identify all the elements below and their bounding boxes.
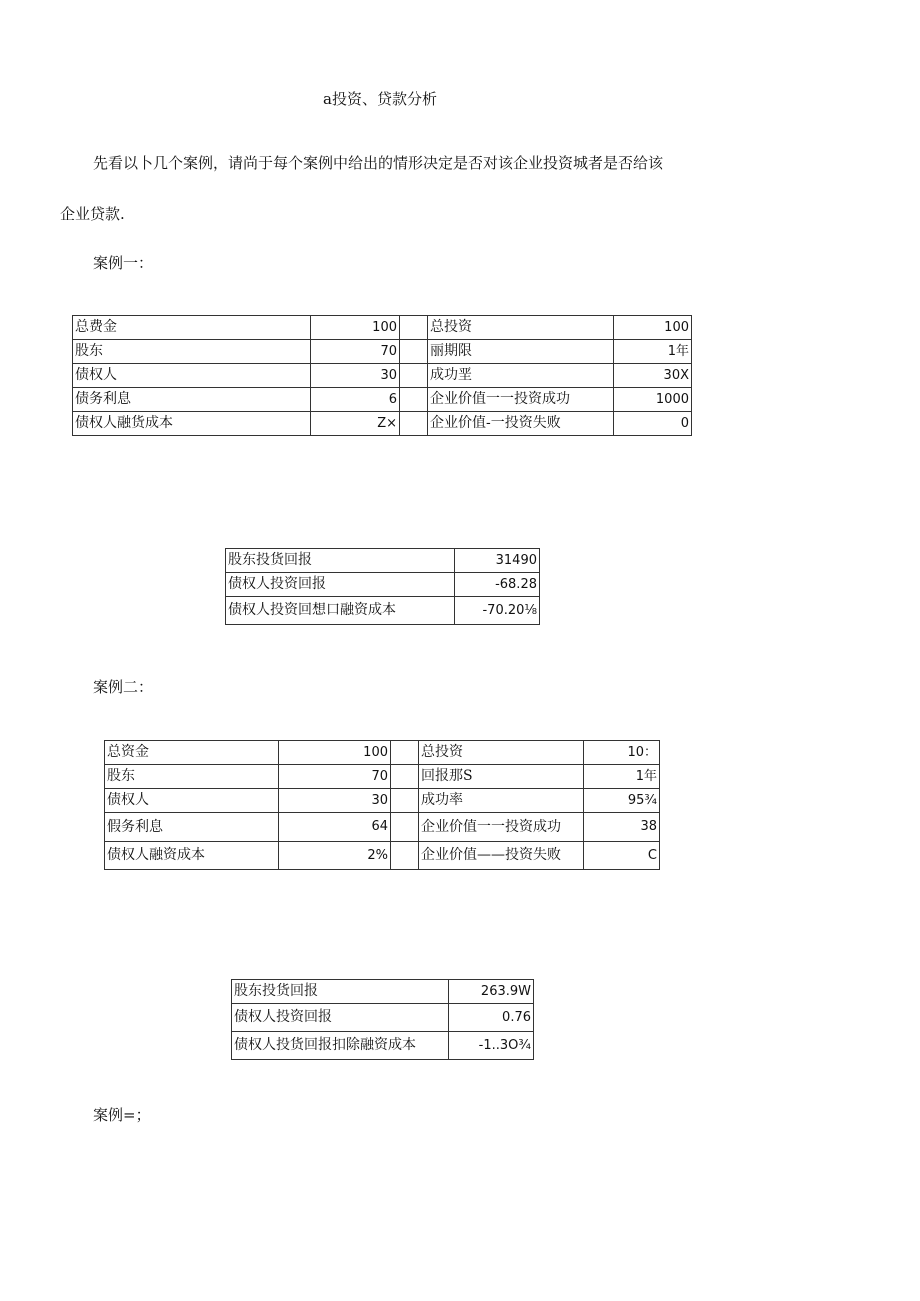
cell-value: 30 <box>311 364 400 388</box>
cell-value: 6 <box>311 388 400 412</box>
case2-input-table <box>104 740 660 870</box>
cell-label: 企业价值一一投资成功 <box>419 813 584 842</box>
cell-value: -1..3O¾ <box>449 1032 534 1060</box>
table-row <box>73 316 692 340</box>
cell-label: 总资金 <box>105 741 279 765</box>
table-row <box>73 364 692 388</box>
cell-label: 企业价值-一投资失败 <box>428 412 614 436</box>
cell-spacer <box>391 813 419 842</box>
cell-value: 100 <box>311 316 400 340</box>
case3-heading: 案例=； <box>93 1106 151 1124</box>
cell-label: 债权人 <box>105 789 279 813</box>
case2-result-table <box>231 979 534 1060</box>
cell-value: C <box>584 842 660 870</box>
case1-result-table <box>225 548 540 625</box>
cell-label: 债权人融货成本 <box>73 412 311 436</box>
cell-value: 31490 <box>455 549 540 573</box>
cell-label: 股东投货回报 <box>226 549 455 573</box>
case1-heading: 案例一： <box>93 254 154 272</box>
cell-value: 38 <box>584 813 660 842</box>
cell-label: 总费金 <box>73 316 311 340</box>
cell-spacer <box>400 364 428 388</box>
table-row <box>232 1032 534 1060</box>
cell-value: 30X <box>614 364 692 388</box>
table-row <box>105 789 660 813</box>
cell-label: 回报那S <box>419 765 584 789</box>
cell-value: Z× <box>311 412 400 436</box>
cell-value: 1年 <box>614 340 692 364</box>
cell-label: 成功率 <box>419 789 584 813</box>
cell-label: 股东 <box>73 340 311 364</box>
cell-value: 100 <box>614 316 692 340</box>
cell-label: 总投资 <box>428 316 614 340</box>
table-row <box>73 340 692 364</box>
cell-value: 70 <box>311 340 400 364</box>
cell-value: -70.20⅛ <box>455 597 540 625</box>
cell-value: 10： <box>584 741 660 765</box>
cell-label: 债权人投货回报扣除融资成本 <box>232 1032 449 1060</box>
cell-label: 债权人投资回报 <box>226 573 455 597</box>
cell-label: 企业价值一一投资成功 <box>428 388 614 412</box>
cell-spacer <box>400 412 428 436</box>
cell-value: 2% <box>279 842 391 870</box>
cell-value: 0 <box>614 412 692 436</box>
intro-line-1: 先看以卜几个案例，请尚于每个案例中给出的情形决定是否对该企业投资城者是否给该 <box>93 154 664 172</box>
cell-label: 丽期限 <box>428 340 614 364</box>
cell-value: 95¾ <box>584 789 660 813</box>
table-row <box>232 980 534 1004</box>
cell-label: 假务利息 <box>105 813 279 842</box>
cell-value: 100 <box>279 741 391 765</box>
cell-spacer <box>391 765 419 789</box>
cell-value: -68.28 <box>455 573 540 597</box>
cell-label: 股东投货回报 <box>232 980 449 1004</box>
cell-spacer <box>391 842 419 870</box>
cell-value: 70 <box>279 765 391 789</box>
table-row <box>226 597 540 625</box>
cell-spacer <box>391 741 419 765</box>
cell-value: 1000 <box>614 388 692 412</box>
case1-input-table <box>72 315 692 436</box>
cell-spacer <box>400 388 428 412</box>
table-row <box>105 842 660 870</box>
intro-line-2: 企业贷款. <box>60 205 125 223</box>
cell-spacer <box>400 316 428 340</box>
cell-label: 债权人投资回报 <box>232 1004 449 1032</box>
cell-label: 债务利息 <box>73 388 311 412</box>
cell-label: 总投资 <box>419 741 584 765</box>
table-row <box>226 549 540 573</box>
cell-label: 成功垩 <box>428 364 614 388</box>
cell-value: 263.9W <box>449 980 534 1004</box>
cell-value: 30 <box>279 789 391 813</box>
cell-label: 债权人 <box>73 364 311 388</box>
table-row <box>105 741 660 765</box>
cell-value: 1年 <box>584 765 660 789</box>
case2-heading: 案例二： <box>93 678 154 696</box>
cell-spacer <box>391 789 419 813</box>
table-row <box>226 573 540 597</box>
table-row <box>105 813 660 842</box>
table-row <box>232 1004 534 1032</box>
cell-label: 债权人投资回想口融资成本 <box>226 597 455 625</box>
cell-value: 64 <box>279 813 391 842</box>
table-row <box>105 765 660 789</box>
document-title: a投资、贷款分析 <box>323 90 437 108</box>
cell-spacer <box>400 340 428 364</box>
cell-label: 股东 <box>105 765 279 789</box>
cell-label: 企业价值——投资失败 <box>419 842 584 870</box>
table-row <box>73 412 692 436</box>
cell-value: 0.76 <box>449 1004 534 1032</box>
cell-label: 债权人融资成本 <box>105 842 279 870</box>
table-row <box>73 388 692 412</box>
